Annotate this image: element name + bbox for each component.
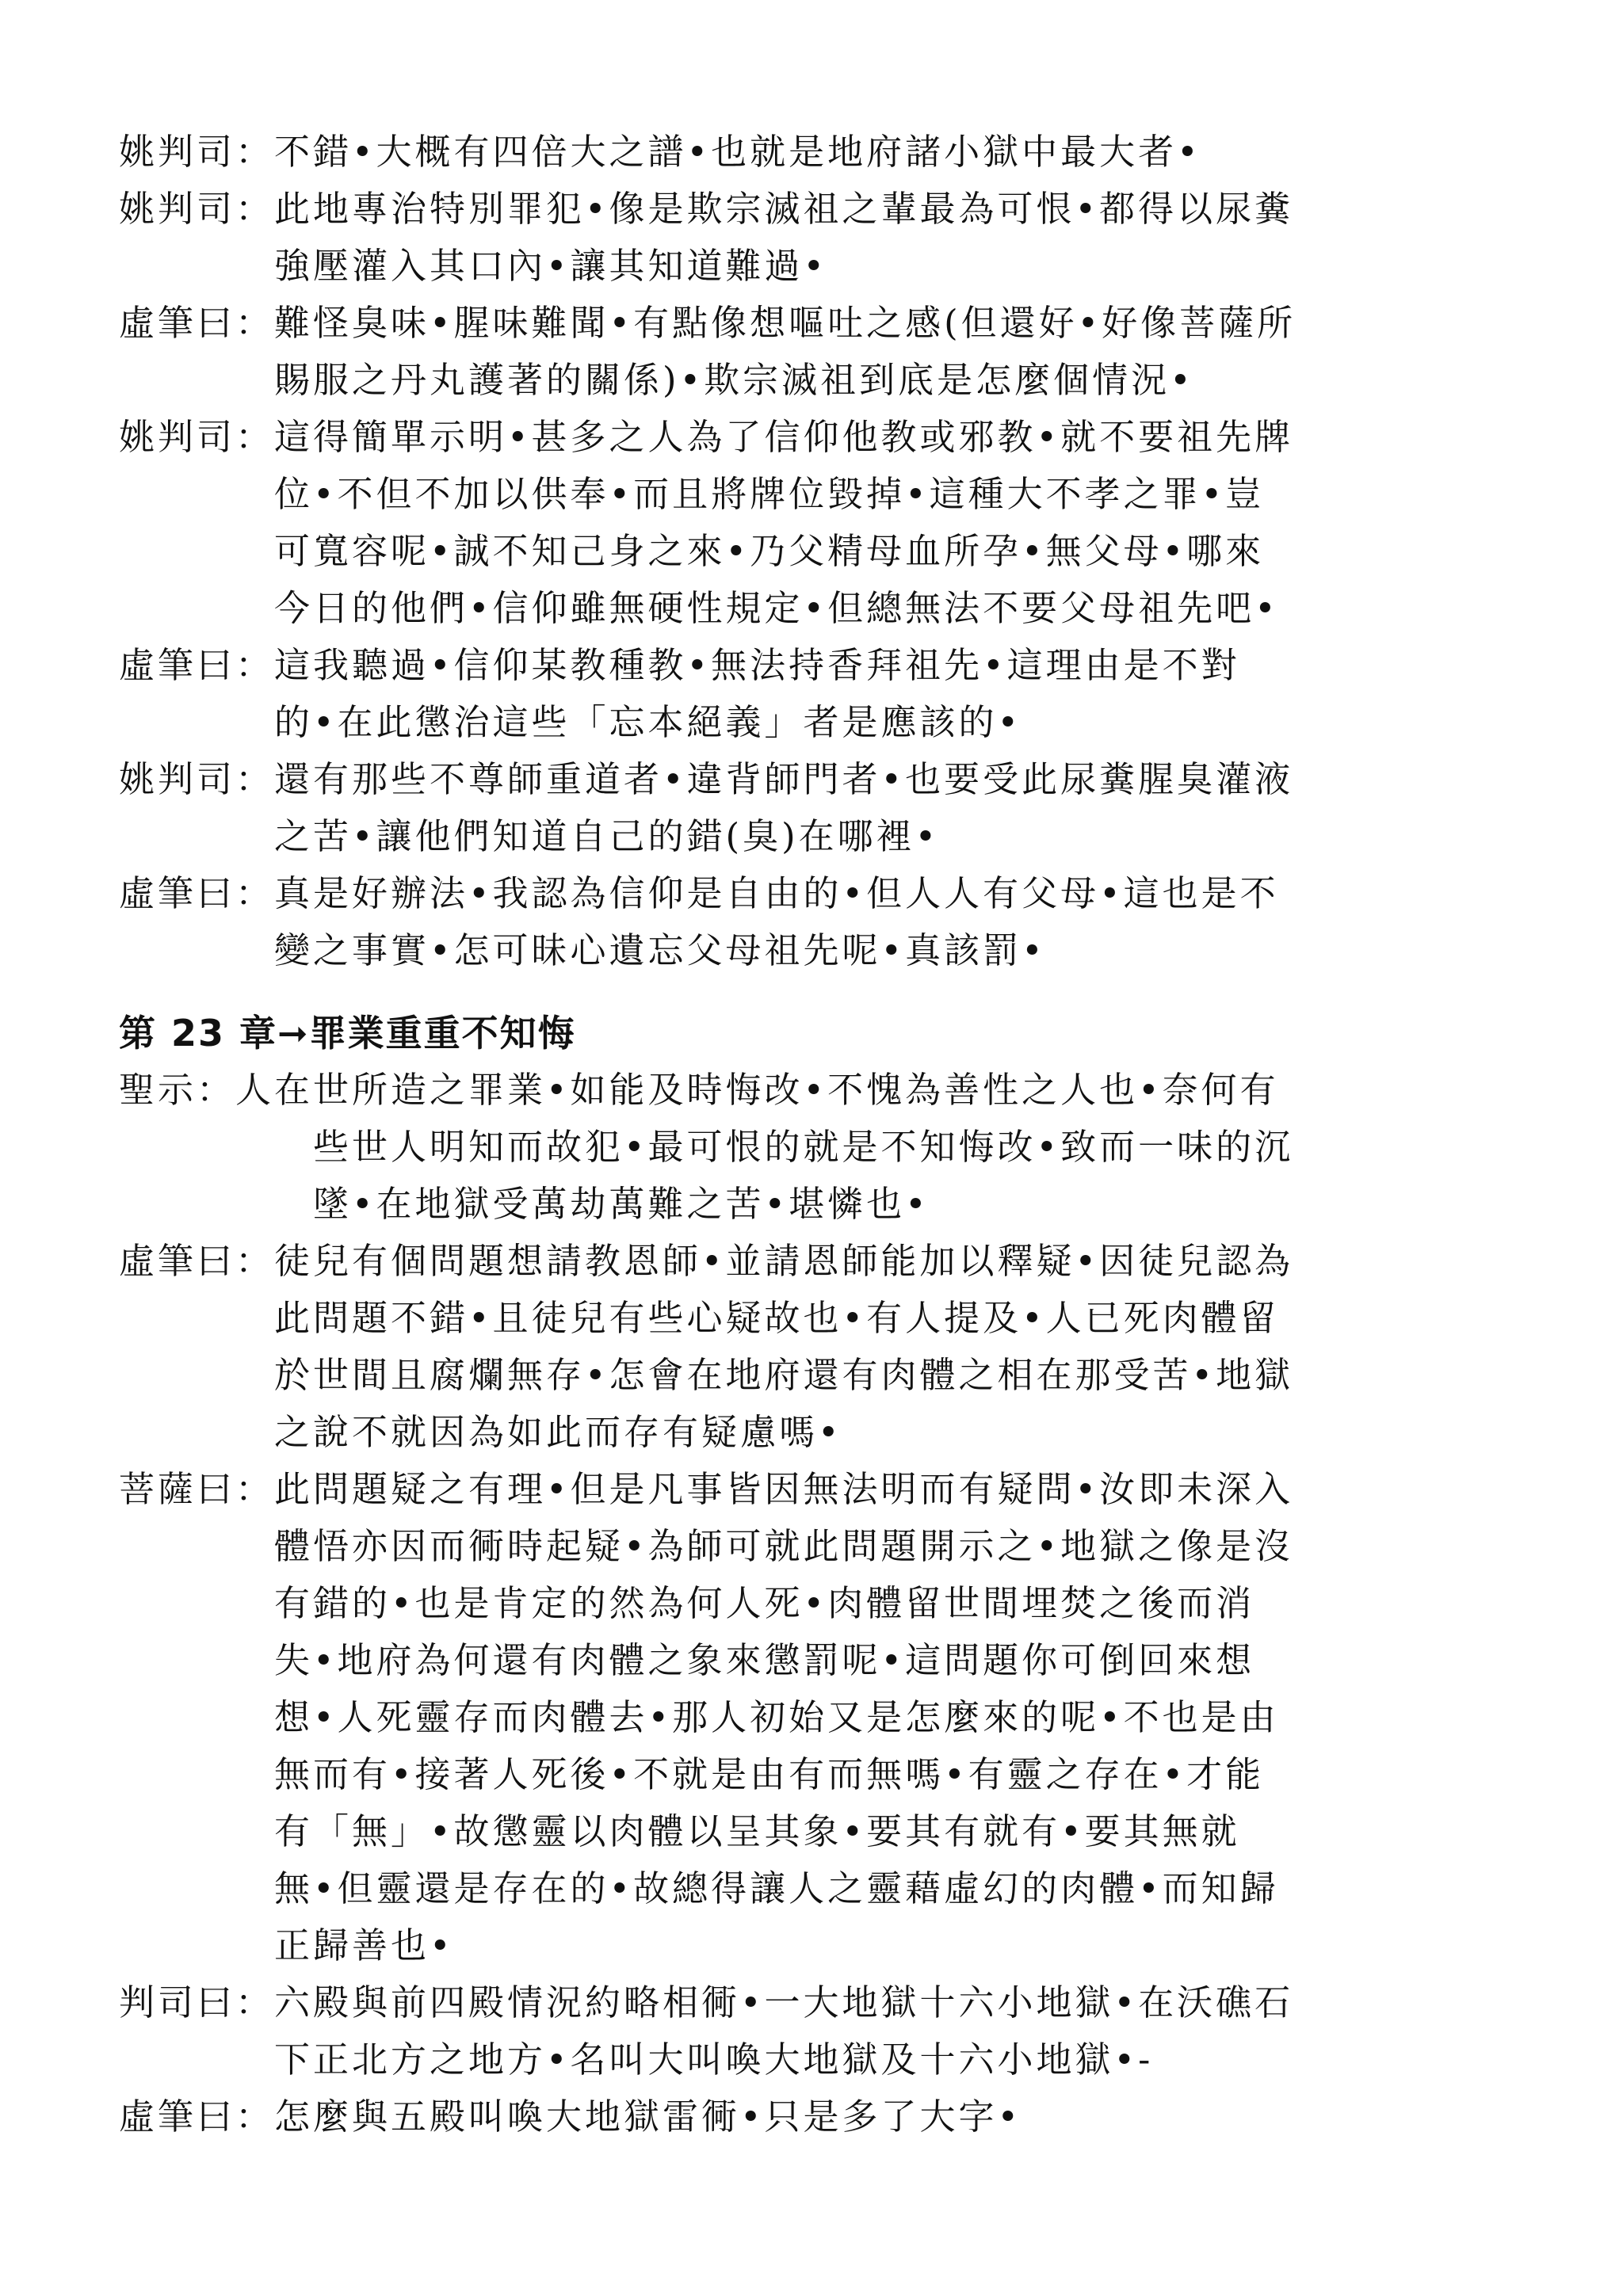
text-line: 此問題疑之有理•但是凡事皆因無法明而有疑問•汝即未深入	[274, 1468, 1294, 1510]
text-line: 位•不但不加以供奉•而且將牌位毀掉•這種大不孝之罪•豈	[274, 473, 1265, 515]
dialogue-text	[274, 124, 1514, 181]
text-line: 此問題不錯•且徒兒有些心疑故也•有人提及•人已死肉體留	[274, 1297, 1279, 1339]
text-line: 不錯•大概有四倍大之譜•也就是地府諸小獄中最大者•	[274, 131, 1201, 173]
speaker-label: 姚判司：	[119, 131, 275, 173]
text-line: 怎麼與五殿叫喚大地獄雷衕•只是多了大字•	[274, 2096, 1022, 2138]
dialogue-text	[274, 1974, 1514, 2088]
text-line: 正歸善也•	[274, 1924, 454, 1966]
text-line: 於世間且腐爛無存•怎會在地府還有肉體之相在那受苦•地獄	[274, 1354, 1294, 1396]
dialogue-entry	[119, 637, 1514, 751]
dialogue-entry	[119, 865, 1514, 979]
text-line: 之苦•讓他們知道自己的錯(臭)在哪裡•	[274, 815, 940, 857]
text-line: 的•在此懲治這些「忘本絕義」者是應該的•	[274, 701, 1022, 743]
dialogue-entry	[119, 1974, 1514, 2088]
text-line: 今日的他們•信仰雖無硬性規定•但總無法不要父母祖先吧•	[274, 587, 1279, 629]
text-line: 人在世所造之罪業•如能及時悔改•不愧為善性之人也•奈何有	[235, 1069, 1279, 1111]
dialogue-entry	[119, 1233, 1514, 1461]
dialogue-text	[274, 181, 1514, 295]
text-line: 無•但靈還是存在的•故總得讓人之靈藉虛幻的肉體•而知歸	[274, 1867, 1279, 1909]
dialogue-text	[274, 637, 1514, 751]
dialogue-entry	[119, 751, 1514, 865]
text-line: 無而有•接著人死後•不就是由有而無嗎•有靈之存在•才能	[274, 1753, 1265, 1795]
text-line: 可寬容呢•誠不知己身之來•乃父精母血所孕•無父母•哪來	[274, 530, 1265, 572]
speaker-label: 聖示：	[119, 1069, 236, 1111]
dialogue-text	[274, 865, 1514, 979]
text-line: 六殿與前四殿情況約略相衕•一大地獄十六小地獄•在沃礁石	[274, 1981, 1294, 2023]
text-line: 這我聽過•信仰某教種教•無法持香拜祖先•這理由是不對	[274, 644, 1240, 686]
text-line: 失•地府為何還有肉體之象來懲罰呢•這問題你可倒回來想	[274, 1639, 1255, 1681]
text-line: 下正北方之地方•名叫大叫喚大地獄及十六小地獄•-	[274, 2039, 1154, 2081]
speaker-label: 虛筆曰：	[119, 2096, 275, 2138]
dialogue-entry	[119, 181, 1514, 295]
dialogue-text	[274, 751, 1514, 865]
speaker-label: 姚判司：	[119, 188, 275, 230]
dialogue-section-2	[119, 1062, 1514, 2145]
speaker-label: 姚判司：	[119, 416, 275, 458]
text-line: 有「無」•故懲靈以肉體以呈其象•要其有就有•要其無就	[274, 1810, 1240, 1852]
dialogue-text	[235, 1062, 1514, 1233]
speaker-label: 菩薩曰：	[119, 1468, 275, 1510]
text-line: 墜•在地獄受萬劫萬難之苦•堪憐也•	[235, 1183, 930, 1225]
dialogue-text	[274, 409, 1514, 637]
text-line: 之說不就因為如此而存有疑慮嗎•	[274, 1411, 842, 1453]
speaker-label: 虛筆曰：	[119, 644, 275, 686]
dialogue-entry	[119, 1062, 1514, 1233]
text-line: 強壓灌入其口內•讓其知道難過•	[274, 245, 828, 287]
text-line: 徒兒有個問題想請教恩師•並請恩師能加以釋疑•因徒兒認為	[274, 1240, 1294, 1282]
dialogue-text	[274, 2088, 1514, 2145]
speaker-label: 虛筆曰：	[119, 302, 275, 344]
dialogue-entry	[119, 2088, 1514, 2145]
text-line: 有錯的•也是肯定的然為何人死•肉體留世間埋焚之後而消	[274, 1582, 1255, 1624]
dialogue-entry	[119, 295, 1514, 409]
speaker-label: 姚判司：	[119, 758, 275, 800]
dialogue-section-1	[119, 124, 1514, 979]
dialogue-entry	[119, 124, 1514, 181]
text-line: 賜服之丹丸護著的關係)•欺宗滅祖到底是怎麼個情況•	[274, 359, 1194, 401]
dialogue-text	[274, 295, 1514, 409]
dialogue-entry	[119, 1461, 1514, 1974]
text-line: 真是好辦法•我認為信仰是自由的•但人人有父母•這也是不	[274, 872, 1279, 914]
dialogue-text	[274, 1233, 1514, 1461]
text-line: 些世人明知而故犯•最可恨的就是不知悔改•致而一味的沉	[235, 1126, 1294, 1168]
speaker-label: 判司曰：	[119, 1981, 275, 2023]
chapter-heading: 第 23 章➞罪業重重不知悔	[119, 1012, 576, 1055]
text-line: 體悟亦因而衕時起疑•為師可就此問題開示之•地獄之像是沒	[274, 1525, 1294, 1567]
speaker-label: 虛筆曰：	[119, 1240, 275, 1282]
text-line: 想•人死靈存而肉體去•那人初始又是怎麼來的呢•不也是由	[274, 1696, 1279, 1738]
document-page	[119, 124, 1514, 2145]
dialogue-entry	[119, 409, 1514, 637]
text-line: 此地專治特別罪犯•像是欺宗滅祖之輩最為可恨•都得以尿糞	[274, 188, 1294, 230]
text-line: 這得簡單示明•甚多之人為了信仰他教或邪教•就不要祖先牌	[274, 416, 1294, 458]
text-line: 變之事實•怎可昧心遺忘父母祖先呢•真該罰•	[274, 929, 1046, 971]
text-line: 還有那些不尊師重道者•違背師門者•也要受此尿糞腥臭灌液	[274, 758, 1294, 800]
dialogue-text	[274, 1461, 1514, 1974]
speaker-label: 虛筆曰：	[119, 872, 275, 914]
text-line: 難怪臭味•腥味難聞•有點像想嘔吐之感(但還好•好像菩薩所	[274, 302, 1296, 344]
